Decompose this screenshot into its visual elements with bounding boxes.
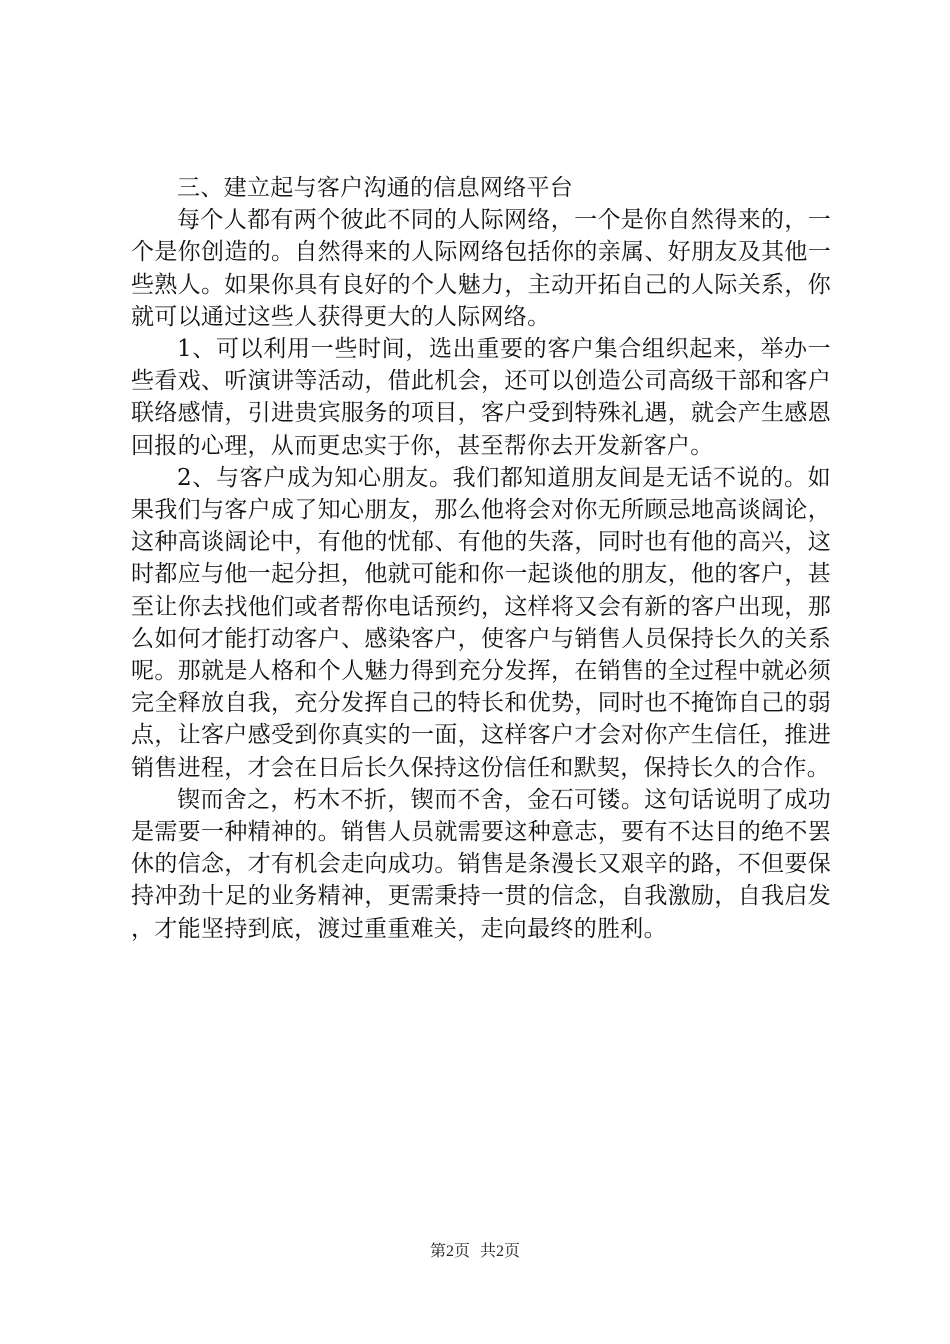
section-heading: 三、建立起与客户沟通的信息网络平台 <box>177 175 574 201</box>
paragraph-point-2: 2、与客户成为知心朋友。我们都知道朋友间是无话不说的。如果我们与客户成了知心朋友，那么他将会对你无所顾忌地高谈阔论，这种高谈阔论中，有他的忧郁、有他的失落，同时也有他的高兴，这时都应与他一起分担，他就可能和你一起谈他的朋友，他的客户，甚至让你去找他们或者帮你电话预约，这样将又会有新的客户出现，那么如何才能打动客户、感染客户，使客户与销售人员保持长久的关系呢。那就是人格和个人魅力得到充分发挥，在销售的全过程中就必须完全释放自我，充分发挥自己的特长和优势，同时也不掩饰自己的弱点，让客户感受到你真实的一面，这样客户才会对你产生信任，推进销售进程，才会在日后长久保持这份信任和默契，保持长久的合作。 <box>131 464 831 781</box>
paragraph-intro: 每个人都有两个彼此不同的人际网络，一个是你自然得来的，一个是你创造的。自然得来的人际网络包括你的亲属、好朋友及其他一些熟人。如果你具有良好的个人魅力，主动开拓自己的人际关系，你就可以通过这些人获得更大的人际网络。 <box>131 207 831 330</box>
document-body <box>131 172 831 945</box>
paragraph-conclusion: 锲而舍之，朽木不折，锲而不舍，金石可镂。这句话说明了成功是需要一种精神的。销售人员就需要这种意志，要有不达目的绝不罢休的信念，才有机会走向成功。销售是条漫长又艰辛的路，不但要保持冲劲十足的业务精神，更需秉持一贯的信念，自我激励，自我启发，才能坚持到底，渡过重重难关，走向最终的胜利。 <box>131 786 831 942</box>
page-number-total: 共2页 <box>480 1243 521 1260</box>
page-number-current: 第2页 <box>429 1243 470 1260</box>
paragraph-point-1: 1、可以利用一些时间，选出重要的客户集合组织起来，举办一些看戏、听演讲等活动，借此机会，还可以创造公司高级干部和客户联络感情，引进贵宾服务的项目，客户受到特殊礼遇，就会产生感恩回报的心理，从而更忠实于你，甚至帮你去开发新客户。 <box>131 336 831 459</box>
page-footer <box>0 1242 950 1262</box>
